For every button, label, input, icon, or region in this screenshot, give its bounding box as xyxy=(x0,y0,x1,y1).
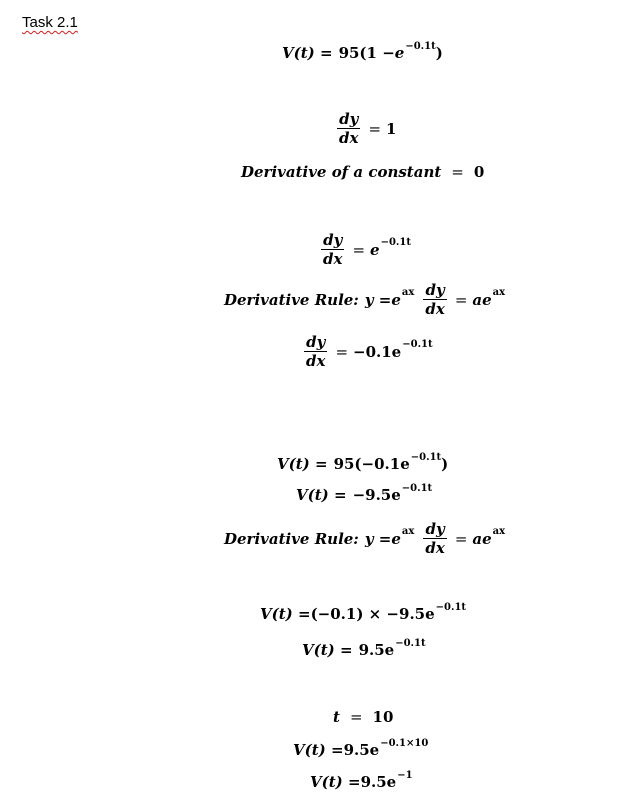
rhs-value: −9.5e xyxy=(352,486,401,504)
exp-base: e xyxy=(394,44,405,62)
equation-vt-positive xyxy=(302,637,426,659)
fraction-dy-dx xyxy=(423,281,446,318)
equation-vt-definition xyxy=(282,40,443,62)
vt-lhs: V(t) = xyxy=(260,605,311,623)
vt-lhs: V(t) = xyxy=(310,773,361,791)
constant-text: Derivative of a constant xyxy=(241,163,442,181)
rhs-value: (−0.1) × −9.5e xyxy=(310,605,435,623)
exponent: −0.1t xyxy=(410,451,442,463)
equals-sign: = xyxy=(451,163,464,181)
equals-sign: = xyxy=(454,290,468,309)
exponent: ax xyxy=(492,526,506,537)
equation-vt-at-10 xyxy=(293,737,429,759)
vt-tail: ) xyxy=(441,455,449,473)
equation-vt-simplified xyxy=(296,482,433,504)
vt-coef: 95(1 − xyxy=(338,44,395,62)
fraction-denominator: dx xyxy=(306,352,326,370)
t-variable: t xyxy=(333,708,340,726)
rule-y: y = xyxy=(364,529,392,548)
equation-dy-dx-exp xyxy=(318,231,411,268)
fraction-dy-dx xyxy=(337,110,360,147)
equals-sign: = xyxy=(368,119,382,138)
exponent: −0.1t xyxy=(401,482,433,494)
equation-t-value xyxy=(333,708,393,726)
equation-vt-final xyxy=(310,769,413,791)
vt-lhs: V(t) = xyxy=(293,741,344,759)
rhs-value: 1 xyxy=(386,119,397,138)
equation-dy-dx-result xyxy=(301,333,433,370)
rule-y: y = xyxy=(364,290,392,309)
exponent: ax xyxy=(492,287,506,298)
exponent: −0.1t xyxy=(435,601,467,613)
exp-base: e xyxy=(370,240,380,259)
equation-vt-substituted xyxy=(277,451,449,473)
task-heading: Task 2.1 xyxy=(22,14,78,31)
rule-label: Derivative Rule: xyxy=(224,290,359,309)
rhs-value: 9.5e xyxy=(360,773,397,791)
rhs-value: 10 xyxy=(372,708,394,726)
fraction-numerator: dy xyxy=(339,110,359,128)
fraction-numerator: dy xyxy=(323,231,343,249)
vt-coef: 95(−0.1e xyxy=(333,455,410,473)
rule-label: Derivative Rule: xyxy=(224,529,359,548)
equation-derivative-constant xyxy=(241,163,484,181)
fraction-numerator: dy xyxy=(425,281,445,299)
exponent: −0.1t xyxy=(380,237,411,248)
fraction-denominator: dx xyxy=(323,250,343,268)
exponent: −0.1×10 xyxy=(380,737,429,749)
rhs-value: −0.1e xyxy=(353,342,402,361)
exponent: −0.1t xyxy=(395,637,426,649)
rhs-value: ae xyxy=(472,529,492,548)
fraction-numerator: dy xyxy=(425,520,445,538)
equation-derivative-rule-2 xyxy=(224,520,505,557)
fraction-dy-dx xyxy=(423,520,446,557)
exponent: −1 xyxy=(397,769,413,781)
rhs-value: 9.5e xyxy=(358,641,395,659)
exp-base: e xyxy=(391,290,401,309)
fraction-denominator: dx xyxy=(425,539,445,557)
fraction-numerator: dy xyxy=(306,333,326,351)
exponent: −0.1t xyxy=(402,339,433,350)
vt-lhs: V(t) = xyxy=(302,641,353,659)
fraction-denominator: dx xyxy=(425,300,445,318)
fraction-denominator: dx xyxy=(339,129,359,147)
vt-lhs: V(t) = xyxy=(296,486,347,504)
exp-base: e xyxy=(391,529,401,548)
rhs-value: 0 xyxy=(473,163,485,181)
fraction-dy-dx xyxy=(304,333,327,370)
vt-tail: ) xyxy=(435,44,443,62)
fraction-dy-dx xyxy=(321,231,344,268)
equation-derivative-rule-1 xyxy=(224,281,505,318)
rhs-value: 9.5e xyxy=(343,741,380,759)
equation-vt-product xyxy=(260,601,467,623)
exponent: ax xyxy=(401,287,415,298)
exponent: −0.1t xyxy=(405,40,436,52)
equals-sign: = xyxy=(352,240,366,259)
equals-sign: = xyxy=(335,342,349,361)
vt-lhs: V(t) = xyxy=(282,44,333,62)
vt-lhs: V(t) = xyxy=(277,455,328,473)
exponent: ax xyxy=(401,526,415,537)
equals-sign: = xyxy=(454,529,468,548)
equals-sign: = xyxy=(349,708,363,726)
rhs-value: ae xyxy=(472,290,492,309)
equation-dy-dx-1 xyxy=(334,110,396,147)
